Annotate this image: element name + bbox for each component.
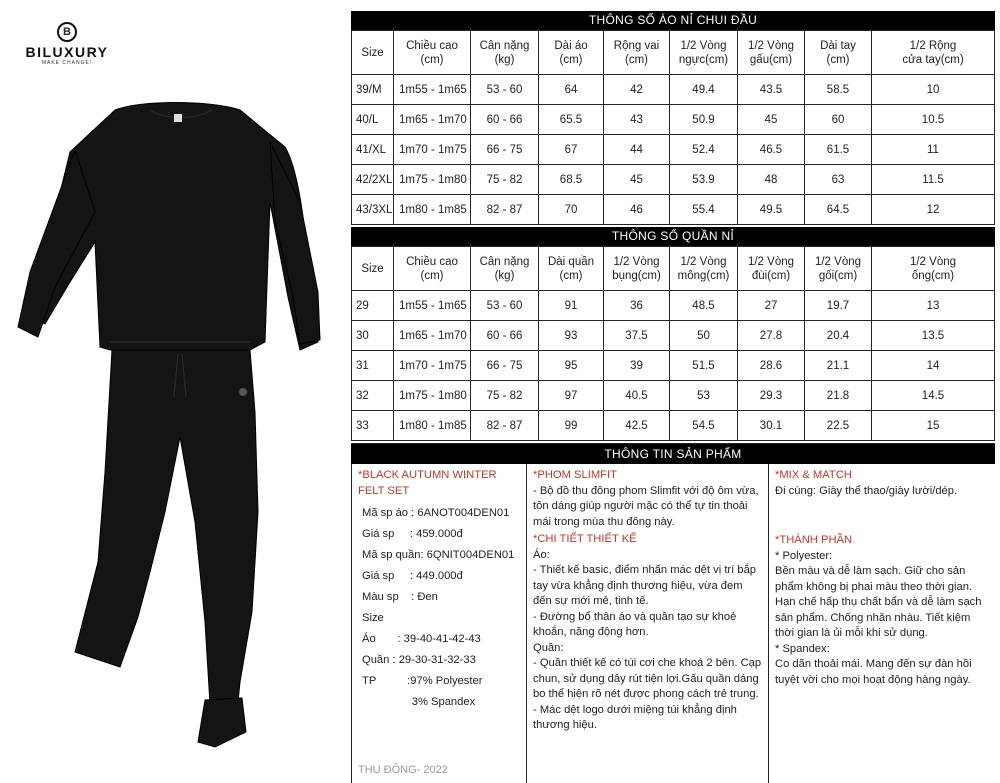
- table-cell: 97: [539, 381, 604, 411]
- table-cell: 1m75 - 1m80: [394, 381, 471, 411]
- header-cell: 1/2 Rộng cửa tay(cm): [872, 31, 995, 75]
- info-line: Giá sp : 459.000đ: [362, 528, 463, 540]
- season-label: THU ĐÔNG- 2022: [358, 763, 448, 776]
- table-cell: 12: [872, 195, 995, 225]
- brand-tagline: MAKE CHANGE!: [41, 60, 93, 66]
- table-cell: 45: [604, 165, 670, 195]
- brand-logo: [22, 22, 112, 66]
- header-cell: Dài áo (cm): [539, 31, 604, 75]
- table-cell: 70: [539, 195, 604, 225]
- header-cell: Dài quần (cm): [539, 247, 604, 291]
- table-cell: 67: [539, 135, 604, 165]
- table-cell: 21.1: [805, 351, 872, 381]
- info-line: * Spandex:: [775, 642, 830, 655]
- sweatshirt-size-table: [351, 30, 995, 225]
- design-title: *CHI TIẾT THIẾT KẾ: [533, 533, 637, 545]
- table-cell: 31: [352, 351, 394, 381]
- table-cell: 41/XL: [352, 135, 394, 165]
- table-cell: 29.3: [738, 381, 805, 411]
- table-cell: 1m80 - 1m85: [394, 195, 471, 225]
- table-cell: 63: [805, 165, 872, 195]
- table-cell: 10: [872, 75, 995, 105]
- table-cell: 53 - 60: [471, 291, 539, 321]
- brand-name: BILUXURY: [25, 44, 109, 60]
- table-cell: 66 - 75: [471, 351, 539, 381]
- info-line: Bền màu và dễ làm sạch. Giữ cho sản phẩm không bị phai màu theo thời gian. Hạn chế hấp thụ chất bẩn và dễ làm sạch sản phẩm. Chống nhăn nhàu. Tiết kiệm thời gian là ủi mỗi khi sử dụng.: [775, 565, 982, 639]
- table-cell: 51.5: [670, 351, 738, 381]
- table-cell: 13.5: [872, 321, 995, 351]
- info-line: Co dãn thoải mái. Mang đến sự đàn hồi tuyệt vời cho mọi hoạt động hàng ngày.: [775, 658, 972, 686]
- info-line: Quần : 29-30-31-32-33: [362, 654, 476, 666]
- trousers-table-title: THÔNG SỐ QUẦN NỈ: [351, 227, 995, 246]
- table-cell: 13: [872, 291, 995, 321]
- info-line: Mã sp áo : 6ANOT004DEN01: [362, 507, 510, 519]
- table-cell: 14.5: [872, 381, 995, 411]
- product-details-list: [358, 503, 520, 713]
- trousers-shape: [75, 350, 258, 704]
- table-cell: 22.5: [805, 411, 872, 441]
- header-cell: 1/2 Vòng bụng(cm): [604, 247, 670, 291]
- table-row: [352, 291, 995, 321]
- table-cell: 15: [872, 411, 995, 441]
- table-cell: 52.4: [670, 135, 738, 165]
- table-header-row: [352, 247, 995, 291]
- phom-title: *PHOM SLIMFIT: [533, 469, 617, 481]
- table-cell: 42: [604, 75, 670, 105]
- table-cell: 46: [604, 195, 670, 225]
- header-cell: Size: [352, 31, 394, 75]
- table-cell: 1m55 - 1m65: [394, 75, 471, 105]
- table-cell: 21.8: [805, 381, 872, 411]
- header-cell: 1/2 Vòng ngực(cm): [670, 31, 738, 75]
- info-line: - Thiết kế basic, điểm nhấn mác dệt vị trí bắp tay vừa khẳng định thương hiệu, vừa đem đến sự mới mẻ, tinh tế.: [533, 564, 757, 607]
- header-cell: Size: [352, 247, 394, 291]
- table-cell: 43: [604, 105, 670, 135]
- trousers-table-body: [352, 291, 995, 441]
- header-cell: Chiều cao (cm): [394, 247, 471, 291]
- table-cell: 60: [805, 105, 872, 135]
- header-cell: 1/2 Vòng gối(cm): [805, 247, 872, 291]
- header-cell: Cân nặng (kg): [471, 31, 539, 75]
- design-details-list: [533, 548, 762, 734]
- product-info-title: THÔNG TIN SẢN PHẨM: [351, 444, 995, 464]
- info-line: Mã sp quần: 6QNIT004DEN01: [362, 549, 515, 561]
- table-cell: 33: [352, 411, 394, 441]
- table-cell: 99: [539, 411, 604, 441]
- table-cell: 66 - 75: [471, 135, 539, 165]
- table-cell: 58.5: [805, 75, 872, 105]
- header-cell: 1/2 Vòng mông(cm): [670, 247, 738, 291]
- table-cell: 82 - 87: [471, 195, 539, 225]
- table-cell: 93: [539, 321, 604, 351]
- table-row: [352, 381, 995, 411]
- table-cell: 50.9: [670, 105, 738, 135]
- table-cell: 43/3XL: [352, 195, 394, 225]
- table-row: [352, 75, 995, 105]
- table-cell: 36: [604, 291, 670, 321]
- product-info-section: [351, 443, 995, 783]
- table-cell: 75 - 82: [471, 381, 539, 411]
- header-cell: Chiều cao (cm): [394, 31, 471, 75]
- header-cell: 1/2 Vòng đùi(cm): [738, 247, 805, 291]
- sweatshirt-table-title: THÔNG SỐ ÁO NỈ CHUI ĐẦU: [351, 11, 995, 30]
- table-cell: 68.5: [539, 165, 604, 195]
- trousers-size-section: [351, 227, 995, 441]
- table-row: [352, 165, 995, 195]
- table-cell: 30.1: [738, 411, 805, 441]
- table-cell: 1m80 - 1m85: [394, 411, 471, 441]
- table-cell: 10.5: [872, 105, 995, 135]
- product-name: *BLACK AUTUMN WINTER FELT SET: [358, 469, 497, 497]
- table-cell: 11: [872, 135, 995, 165]
- shoe-shape: [198, 698, 246, 747]
- sweatshirt-table-body: [352, 75, 995, 225]
- table-cell: 44: [604, 135, 670, 165]
- table-cell: 64.5: [805, 195, 872, 225]
- table-cell: 1m70 - 1m75: [394, 351, 471, 381]
- table-row: [352, 195, 995, 225]
- header-cell: Cân nặng (kg): [471, 247, 539, 291]
- phom-text: - Bộ đồ thu đông phom Slimfit với độ ôm vừa, tôn dáng giúp người mặc có thể tự tin thoải mái trong mùa thu đông này.: [533, 484, 759, 528]
- header-cell: 1/2 Vòng gấu(cm): [738, 31, 805, 75]
- table-cell: 95: [539, 351, 604, 381]
- table-cell: 50: [670, 321, 738, 351]
- info-line: Áo : 39-40-41-42-43: [362, 633, 481, 645]
- table-cell: 32: [352, 381, 394, 411]
- table-cell: 19.7: [805, 291, 872, 321]
- table-cell: 46.5: [738, 135, 805, 165]
- product-photo: [0, 92, 350, 783]
- table-cell: 64: [539, 75, 604, 105]
- table-cell: 1m75 - 1m80: [394, 165, 471, 195]
- logo-mark-icon: B: [57, 22, 77, 42]
- table-cell: 1m55 - 1m65: [394, 291, 471, 321]
- info-line: Size: [362, 612, 384, 624]
- table-cell: 1m70 - 1m75: [394, 135, 471, 165]
- info-line: Quần:: [533, 641, 564, 654]
- table-row: [352, 411, 995, 441]
- table-cell: 53.9: [670, 165, 738, 195]
- table-cell: 48: [738, 165, 805, 195]
- table-cell: 1m65 - 1m70: [394, 105, 471, 135]
- info-line: - Quần thiết kế có túi cơi che khoá 2 bên. Cạp chun, sử dụng dây rút tiện lợi.Gấu quần dáng bo thể hiện rõ nét được phong cách trẻ trung.: [533, 657, 762, 700]
- table-cell: 29: [352, 291, 394, 321]
- table-cell: 43.5: [738, 75, 805, 105]
- info-line: Áo:: [533, 548, 550, 561]
- table-cell: 30: [352, 321, 394, 351]
- info-line: Màu sp : Đen: [362, 591, 438, 603]
- table-cell: 53: [670, 381, 738, 411]
- table-cell: 54.5: [670, 411, 738, 441]
- mix-title: *MIX & MATCH: [775, 469, 852, 481]
- table-cell: 45: [738, 105, 805, 135]
- table-cell: 75 - 82: [471, 165, 539, 195]
- header-cell: Dài tay (cm): [805, 31, 872, 75]
- table-cell: 40.5: [604, 381, 670, 411]
- table-cell: 39: [604, 351, 670, 381]
- table-cell: 1m65 - 1m70: [394, 321, 471, 351]
- info-line: - Đường bổ thân áo và quần tạo sự khoẻ khoắn, năng động hơn.: [533, 610, 737, 638]
- table-cell: 53 - 60: [471, 75, 539, 105]
- material-title: *THÀNH PHẦN: [775, 534, 853, 546]
- header-cell: Rộng vai (cm): [604, 31, 670, 75]
- info-line: 3% Spandex: [362, 696, 476, 708]
- table-cell: 27: [738, 291, 805, 321]
- table-cell: 37.5: [604, 321, 670, 351]
- table-cell: 61.5: [805, 135, 872, 165]
- table-header-row: [352, 31, 995, 75]
- table-row: [352, 351, 995, 381]
- info-line: * Polyester:: [775, 549, 833, 562]
- table-cell: 48.5: [670, 291, 738, 321]
- material-details-list: [775, 549, 989, 689]
- table-cell: 49.4: [670, 75, 738, 105]
- table-cell: 40/L: [352, 105, 394, 135]
- info-line: TP :97% Polyester: [362, 675, 483, 687]
- table-cell: 28.6: [738, 351, 805, 381]
- table-cell: 60 - 66: [471, 105, 539, 135]
- table-cell: 27.8: [738, 321, 805, 351]
- table-row: [352, 105, 995, 135]
- design-column: [526, 464, 768, 783]
- table-row: [352, 135, 995, 165]
- header-cell: 1/2 Vòng ống(cm): [872, 247, 995, 291]
- table-cell: 65.5: [539, 105, 604, 135]
- trousers-size-table: [351, 246, 995, 441]
- table-cell: 91: [539, 291, 604, 321]
- table-cell: 82 - 87: [471, 411, 539, 441]
- table-cell: 42/2XL: [352, 165, 394, 195]
- table-cell: 42.5: [604, 411, 670, 441]
- product-summary-column: [351, 464, 526, 783]
- sweatshirt-size-section: [351, 11, 995, 225]
- material-column: [768, 464, 995, 783]
- mix-text: Đi cùng: Giày thể thao/giày lười/dép.: [775, 484, 958, 497]
- table-cell: 49.5: [738, 195, 805, 225]
- table-cell: 20.4: [805, 321, 872, 351]
- table-cell: 60 - 66: [471, 321, 539, 351]
- table-cell: 11.5: [872, 165, 995, 195]
- table-cell: 55.4: [670, 195, 738, 225]
- table-row: [352, 321, 995, 351]
- table-cell: 39/M: [352, 75, 394, 105]
- info-line: - Mác dệt logo dưới miệng túi khẳng định thương hiệu.: [533, 703, 737, 731]
- info-line: Giá sp : 449.000đ: [362, 570, 463, 582]
- table-cell: 14: [872, 351, 995, 381]
